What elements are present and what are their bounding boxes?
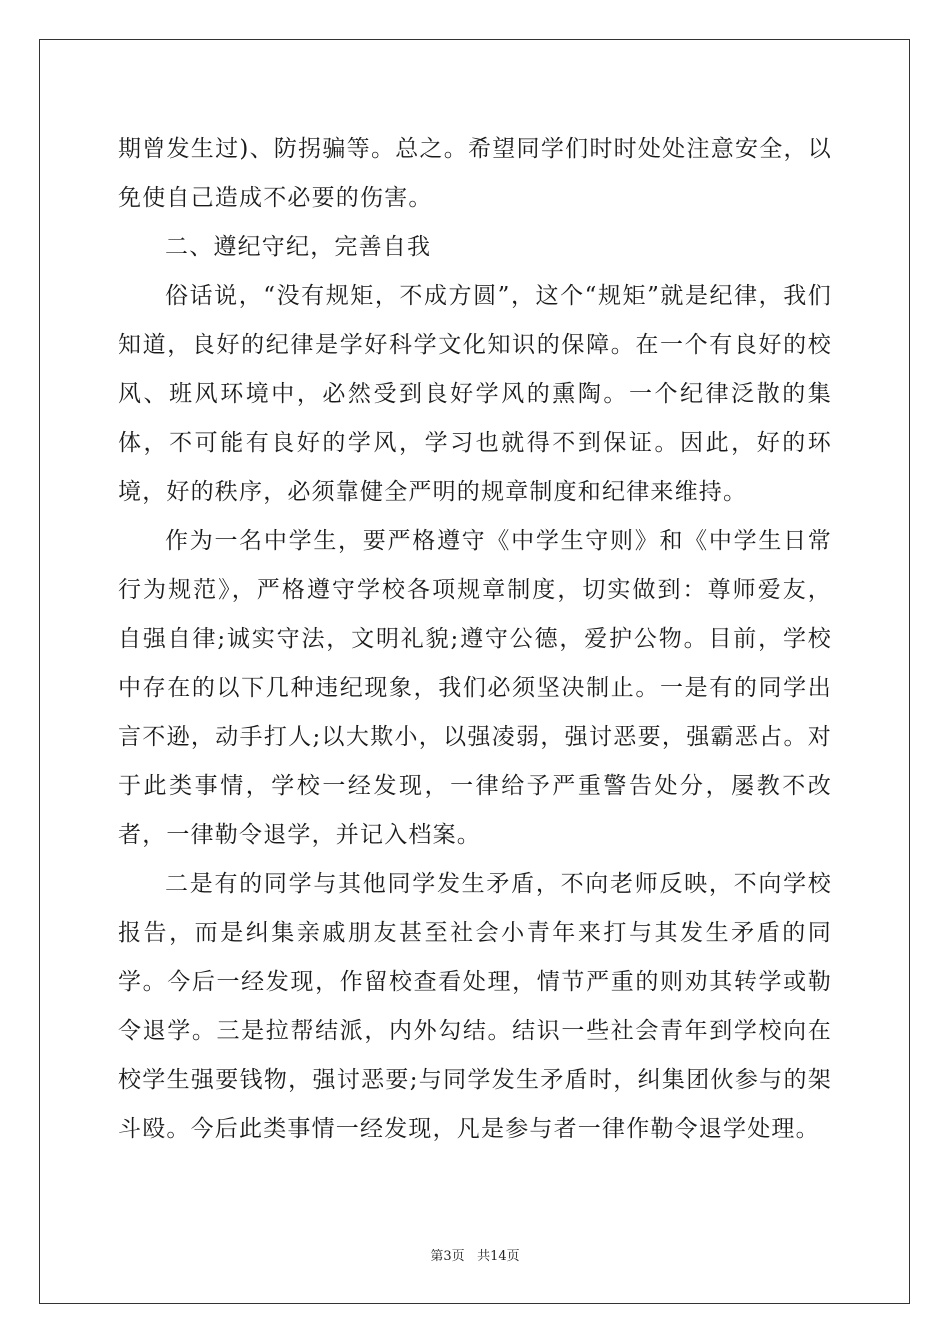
page-footer — [0, 1245, 950, 1264]
page-total: 共14页 — [477, 1249, 520, 1264]
paragraph-4: 二是有的同学与其他同学发生矛盾，不向老师反映，不向学校报告，而是纠集亲戚朋友甚至社会小青年来打与其发生矛盾的同学。今后一经发现，作留校查看处理，情节严重的则劝其转学或勒令退学。三是拉帮结派，内外勾结。结识一些社会青年到学校向在校学生强要钱物，强讨恶要;与同学发生矛盾时，纠集团伙参与的架斗殴。今后此类事情一经发现，凡是参与者一律作勒令退学处理。 — [118, 871, 832, 1142]
paragraph-3: 作为一名中学生，要严格遵守《中学生守则》和《中学生日常行为规范》，严格遵守学校各项规章制度，切实做到：尊师爱友，自强自律;诚实守法，文明礼貌;遵守公德，爱护公物。目前，学校中存在的以下几种违纪现象，我们必须坚决制止。一是有的同学出言不逊，动手打人;以大欺小，以强凌弱，强讨恶要，强霸恶占。对于此类事情，学校一经发现，一律给予严重警告处分，屡教不改者，一律勒令退学，并记入档案。 — [118, 528, 832, 848]
page-number: 第3页 — [430, 1249, 465, 1264]
section-heading: 二、遵纪守纪，完善自我 — [165, 234, 432, 260]
paragraph-2: 俗话说，“没有规矩，不成方圆”，这个“规矩”就是纪律，我们知道，良好的纪律是学好科学文化知识的保障。在一个有良好的校风、班风环境中，必然受到良好学风的熏陶。一个纪律泛散的集体，不可能有良好的学风，学习也就得不到保证。因此，好的环境，好的秩序，必须靠健全严明的规章制度和纪律来维持。 — [118, 283, 832, 505]
paragraph-1: 期曾发生过)、防拐骗等。总之。希望同学们时时处处注意安全，以免使自己造成不必要的伤害。 — [118, 136, 832, 211]
document-body — [118, 125, 832, 1154]
